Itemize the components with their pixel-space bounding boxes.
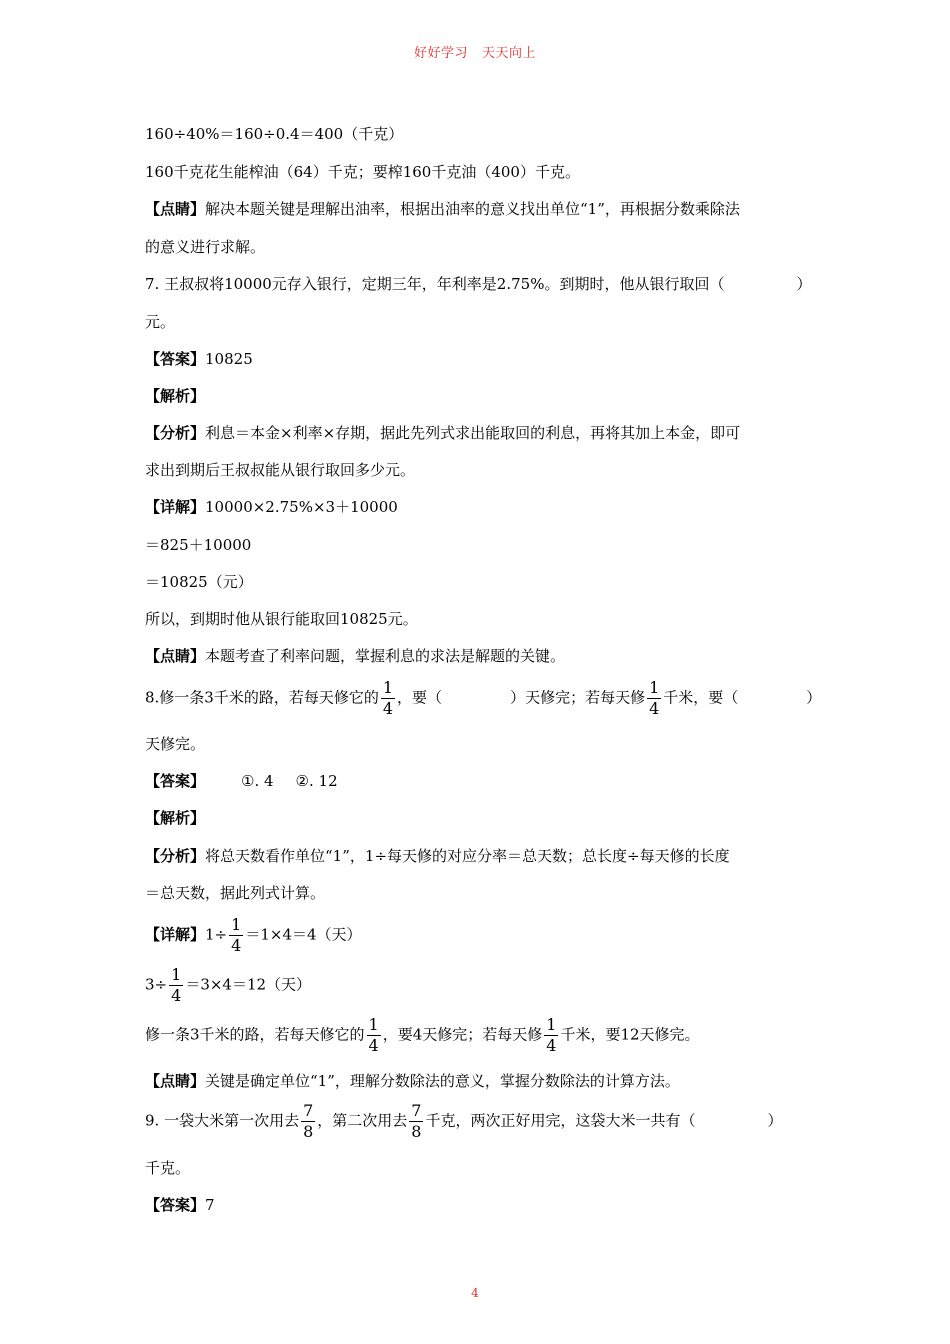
tag: 【点睛】 [145, 200, 206, 218]
conclusion-line: 所以，到期时他从银行能取回10825元。 [145, 610, 418, 628]
calc-line: 160÷40%＝160÷0.4＝400（千克） [145, 125, 404, 143]
note-line [145, 646, 565, 666]
page-number: 4 [471, 1286, 479, 1300]
text: 修一条3千米的路，若每天修它的 [145, 1025, 365, 1044]
detail-line [145, 917, 362, 954]
result-line: 160千克花生能榨油（64）千克；要榨160千克油（400）千克。 [145, 163, 580, 181]
denominator: 8 [411, 1122, 422, 1141]
text: 解决本题关键是理解出油率，根据出油率的意义找出单位“1”，再根据分数乘除法 [205, 200, 740, 218]
text: ＝3×4＝12（天） [185, 975, 312, 994]
tag: 【详解】 [145, 498, 206, 516]
text: 千克，两次正好用完，这袋大米一共有（ [425, 1111, 696, 1130]
text: 3÷ [145, 975, 168, 994]
analysis-line [145, 846, 730, 866]
header-right: 天天向上 [482, 46, 537, 61]
conclusion-line [145, 1017, 700, 1054]
analysis-line-cont: ＝总天数，据此列式计算。 [145, 884, 326, 902]
header-left: 好好学习 [413, 46, 468, 61]
denominator: 4 [368, 1036, 379, 1055]
text: 将总天数看作单位“1”，1÷每天修的对应分率＝总天数；总长度÷每天修的长度 [205, 847, 730, 865]
numerator: 1 [171, 965, 182, 984]
tag: 【答案】 [145, 772, 206, 790]
detail-line [145, 497, 398, 517]
answer-line [145, 349, 253, 369]
text: ） [767, 1111, 783, 1130]
tag: 【点睛】 [145, 1072, 206, 1090]
question-8-cont: 天修完。 [145, 735, 206, 753]
text: 8.修一条3千米的路，若每天修它的 [145, 688, 379, 707]
answer-1: ①. 4 [241, 772, 274, 790]
note-line [145, 199, 740, 219]
tag: 【分析】 [145, 424, 206, 442]
note-line-cont: 的意义进行求解。 [145, 238, 266, 256]
fraction [301, 1103, 315, 1140]
text: 9. 一袋大米第一次用去 [145, 1111, 300, 1130]
detail-step: ＝10825（元） [145, 573, 253, 591]
text: 1÷ [205, 925, 228, 944]
fraction [647, 680, 661, 717]
numerator: 7 [303, 1101, 314, 1120]
question-9-cont: 千克。 [145, 1159, 191, 1177]
fraction [229, 917, 243, 954]
tag: 【点睛】 [145, 647, 206, 665]
text: ） [796, 275, 812, 293]
fraction [169, 967, 183, 1004]
question-7-cont: 元。 [145, 313, 176, 331]
numerator: 1 [382, 678, 394, 697]
denominator: 8 [303, 1122, 314, 1141]
answer-line [145, 1195, 215, 1215]
text: ，要4天修完；若每天修 [382, 1025, 543, 1044]
page-header [0, 42, 950, 61]
text: 10000×2.75%×3＋10000 [205, 498, 398, 516]
text: 利息＝本金×利率×存期，据此先列式求出能取回的利息，再将其加上本金，即可 [205, 424, 741, 442]
question-7 [145, 274, 811, 294]
text: 千米，要12天修完。 [560, 1025, 700, 1044]
analysis-line-cont: 求出到期后王叔叔能从银行取回多少元。 [145, 461, 416, 479]
answer-2: ②. 12 [295, 772, 338, 790]
analysis-heading: 【解析】 [145, 387, 206, 405]
text: ＝1×4＝4（天） [245, 925, 362, 944]
denominator: 4 [649, 699, 660, 718]
text: 7. 王叔叔将10000元存入银行，定期三年，年利率是2.75%。到期时，他从银行取回（ [145, 275, 725, 293]
detail-step [145, 967, 311, 1004]
text: 千米，要（ [663, 688, 739, 707]
numerator: 1 [546, 1015, 557, 1034]
text: ）天修完；若每天修 [510, 688, 646, 707]
fraction [409, 1103, 423, 1140]
text: ，要（ [397, 688, 443, 707]
denominator: 4 [231, 936, 242, 955]
tag: 【答案】 [145, 350, 206, 368]
denominator: 4 [171, 986, 182, 1005]
answer-line [145, 771, 338, 791]
text: ，第二次用去 [317, 1111, 408, 1130]
answer-value: 10825 [205, 350, 253, 368]
note-line [145, 1071, 680, 1091]
fraction [544, 1017, 558, 1054]
numerator: 1 [368, 1015, 379, 1034]
tag: 【详解】 [145, 925, 206, 944]
question-8 [145, 680, 821, 717]
analysis-line [145, 423, 740, 443]
answer-value: 7 [205, 1196, 215, 1214]
numerator: 1 [649, 678, 660, 697]
denominator: 4 [546, 1036, 557, 1055]
denominator: 4 [382, 699, 394, 718]
numerator: 1 [231, 915, 242, 934]
numerator: 7 [411, 1101, 422, 1120]
text: 关键是确定单位“1”，理解分数除法的意义，掌握分数除法的计算方法。 [205, 1072, 680, 1090]
tag: 【分析】 [145, 847, 206, 865]
text: 本题考查了利率问题，掌握利息的求法是解题的关键。 [205, 647, 566, 665]
fraction [381, 680, 395, 717]
tag: 【答案】 [145, 1196, 206, 1214]
text: ） [806, 688, 822, 707]
analysis-heading: 【解析】 [145, 809, 206, 827]
fraction [367, 1017, 381, 1054]
question-9 [145, 1103, 783, 1140]
detail-step: ＝825＋10000 [145, 536, 252, 554]
